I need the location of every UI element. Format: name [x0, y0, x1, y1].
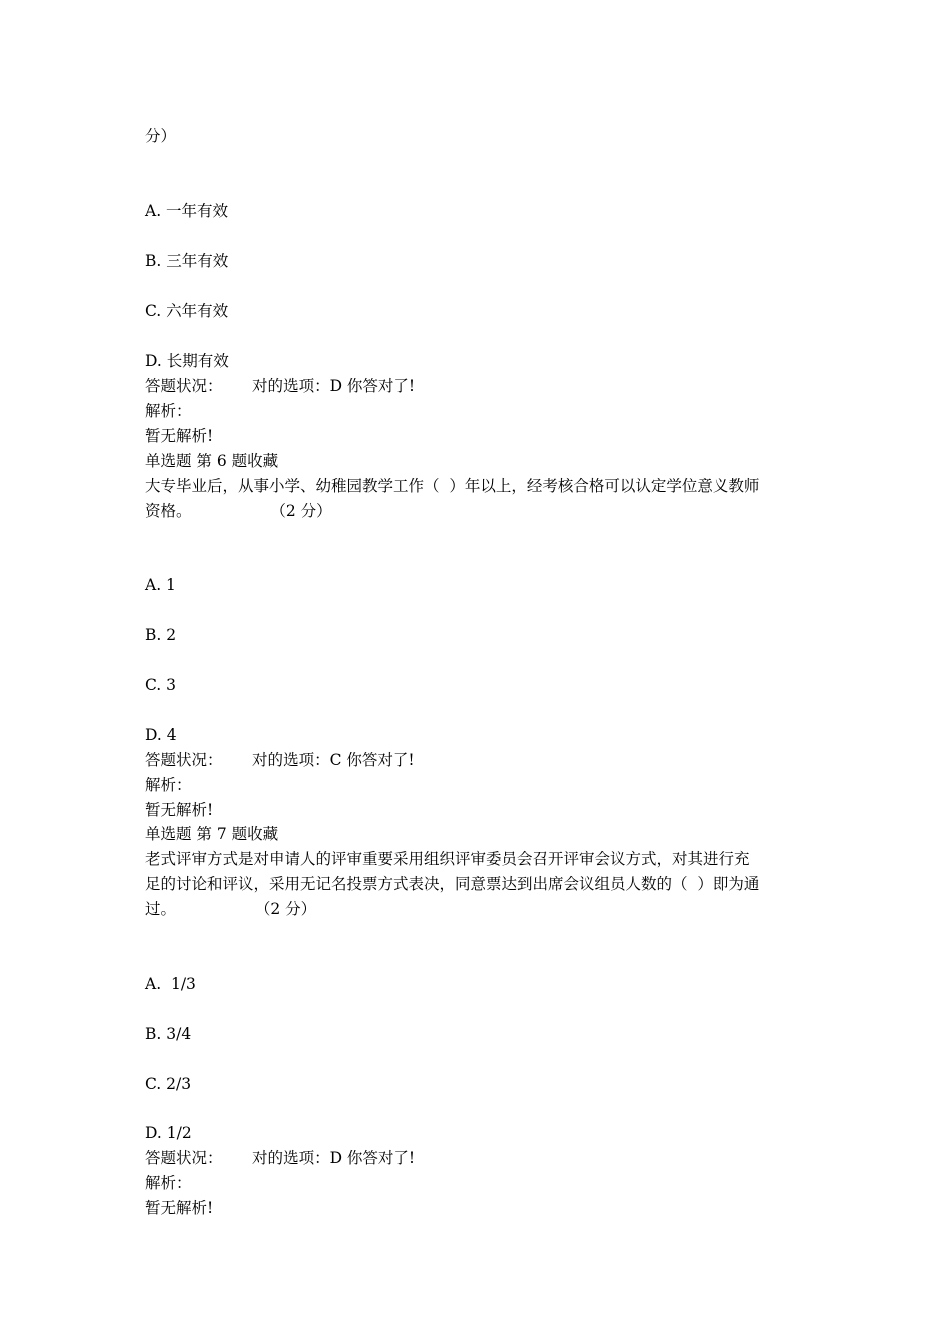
option-d: D. 长期有效: [145, 352, 229, 370]
question-text-line: 过。 （2 分）: [145, 900, 317, 918]
question-text-line: 资格。 （2 分）: [145, 502, 332, 520]
option-c: C. 3: [145, 676, 177, 694]
analysis-text: 暂无解析!: [145, 801, 214, 819]
option-a: A. 1: [145, 576, 176, 594]
question-text-line: 老式评审方式是对申请人的评审重要采用组织评审委员会召开评审会议方式，对其进行充: [145, 850, 750, 868]
option-c: C. 2/3: [145, 1075, 192, 1093]
question-text-line: 大专毕业后，从事小学、幼稚园教学工作（ ）年以上，经考核合格可以认定学位意义教师: [145, 477, 760, 495]
analysis-label: 解析：: [145, 776, 192, 794]
answer-status: 答题状况： 对的选项：C 你答对了!: [145, 751, 415, 769]
option-d: D. 4: [145, 726, 177, 744]
question-text-line: 足的讨论和评议，采用无记名投票方式表决，同意票达到出席会议组员人数的（ ）即为通: [145, 875, 760, 893]
option-b: B. 2: [145, 626, 177, 644]
option-a: A. 一年有效: [145, 202, 229, 220]
analysis-label: 解析：: [145, 1174, 192, 1192]
question-header: 单选题 第 6 题收藏: [145, 452, 279, 470]
option-c: C. 六年有效: [145, 302, 229, 320]
question-header: 单选题 第 7 题收藏: [145, 825, 279, 843]
question-fragment: 分）: [145, 127, 177, 145]
analysis-text: 暂无解析!: [145, 427, 214, 445]
option-d: D. 1/2: [145, 1124, 192, 1142]
option-b: B. 三年有效: [145, 252, 229, 270]
option-b: B. 3/4: [145, 1025, 192, 1043]
option-a: A. 1/3: [145, 975, 196, 993]
analysis-label: 解析：: [145, 402, 192, 420]
answer-status: 答题状况： 对的选项：D 你答对了!: [145, 377, 416, 395]
answer-status: 答题状况： 对的选项：D 你答对了!: [145, 1149, 416, 1167]
analysis-text: 暂无解析!: [145, 1199, 214, 1217]
